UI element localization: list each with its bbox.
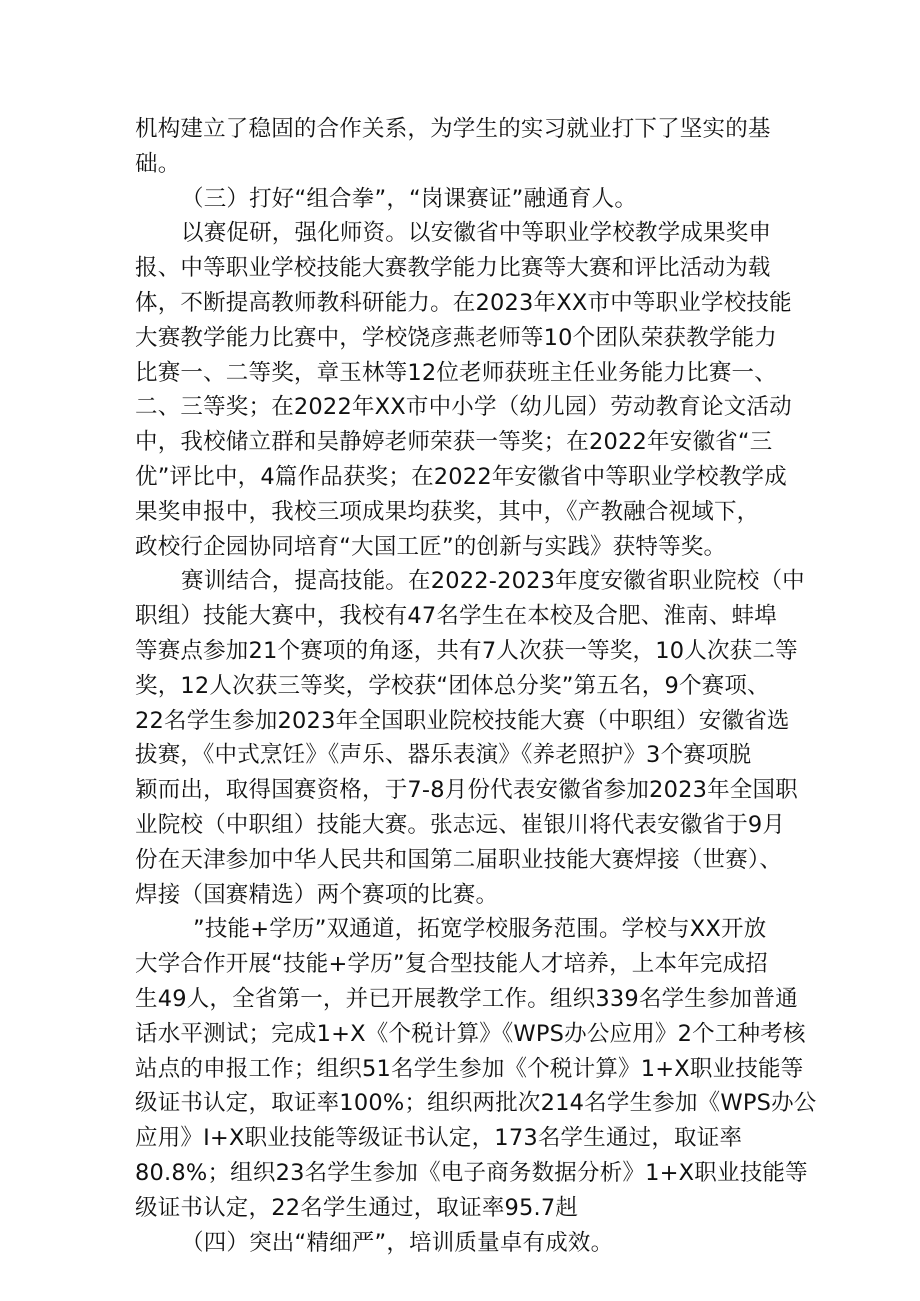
text-line: 等赛点参加21个赛项的角逐，共有7人次获一等奖，10人次获二等 [135,637,798,664]
section-heading: （三）打好“组合拳”，“岗课赛证”融通育人。 [181,185,638,212]
text-line: 拔赛，《中式烹饪》《声乐、器乐表演》《养老照护》3个赛项脱 [135,742,752,769]
paragraph-start: 以赛促研，强化师资。以安徽省中等职业学校教学成果奖申 [181,220,772,247]
text-line: 22名学生参加2023年全国职业院校技能大赛（中职组）安徽省选 [135,707,790,734]
text-line: 机构建立了稳固的合作关系，为学生的实习就业打下了坚实的基 [135,116,771,142]
text-line: 份在天津参加中华人民共和国第二届职业技能大赛焊接（世赛）、 [135,846,783,873]
document-body [135,112,817,1260]
text-line: 大赛教学能力比赛中，学校饶彦燕老师等10个团队荣获教学能力 [135,324,777,351]
text-line: 果奖申报中，我校三项成果均获奖，其中，《产教融合视域下， [135,498,760,525]
paragraph-start: ”技能+学历”双通道，拓宽学校服务范围。学校与XX开放 [193,916,767,943]
text-line: 二、三等奖；在2022年XX市中小学（幼儿园）劳动教育论文活动 [135,394,792,421]
text-line: 话水平测试；完成1+X《个税计算》《WPS办公应用》2个工种考核 [135,1020,806,1047]
text-line: 础。 [135,150,181,177]
text-line: 奖，12人次获三等奖，学校获“团体总分奖”第五名，9个赛项、 [135,672,770,699]
text-line: 报、中等职业学校技能大赛教学能力比赛等大赛和评比活动为载 [135,255,771,282]
text-line: 生49人，全省第一，并已开展教学工作。组织339名学生参加普通 [135,985,798,1012]
text-line: 级证书认定，22名学生通过，取证率95.7赳 [135,1194,579,1221]
text-line: 中，我校储立群和吴静婷老师荣获一等奖；在2022年安徽省“三 [135,429,773,456]
text-line: 站点的申报工作；组织51名学生参加《个税计算》1+X职业技能等 [135,1055,804,1082]
text-line: 职组）技能大赛中，我校有47名学生在本校及合肥、淮南、蚌埠 [135,603,777,630]
text-line: 应用》I+X职业技能等级证书认定，173名学生通过，取证率 [135,1125,743,1152]
text-line: 比赛一、二等奖，章玉林等12位老师获班主任业务能力比赛一、 [135,359,777,386]
text-line: 体，不断提高教师教科研能力。在2023年XX市中等职业学校技能 [135,289,792,316]
text-line: 颖而出，取得国赛资格，于7-8月份代表安徽省参加2023年全国职 [135,777,798,804]
text-line: 业院校（中职组）技能大赛。张志远、崔银川将代表安徽省于9月 [135,811,786,838]
paragraph-start: 赛训结合，提高技能。在2022-2023年度安徽省职业院校（中 [181,568,805,595]
text-line: 大学合作开展“技能+学历”复合型技能人才培养，上本年完成招 [135,951,768,978]
text-line: 焊接（国赛精选）两个赛项的比赛。 [135,881,499,908]
section-heading: （四）突出“精细严”，培训质量卓有成效。 [181,1229,614,1256]
text-line: 80.8%；组织23名学生参加《电子商务数据分析》1+X职业技能等 [135,1159,808,1186]
text-line: 级证书认定，取证率100%；组织两批次214名学生参加《WPS办公 [135,1090,817,1117]
text-line: 政校行企园协同培育“大国工匠”的创新与实践》获特等奖。 [135,533,727,560]
text-line: 优”评比中，4篇作品获奖；在2022年安徽省中等职业学校教学成 [135,463,787,490]
